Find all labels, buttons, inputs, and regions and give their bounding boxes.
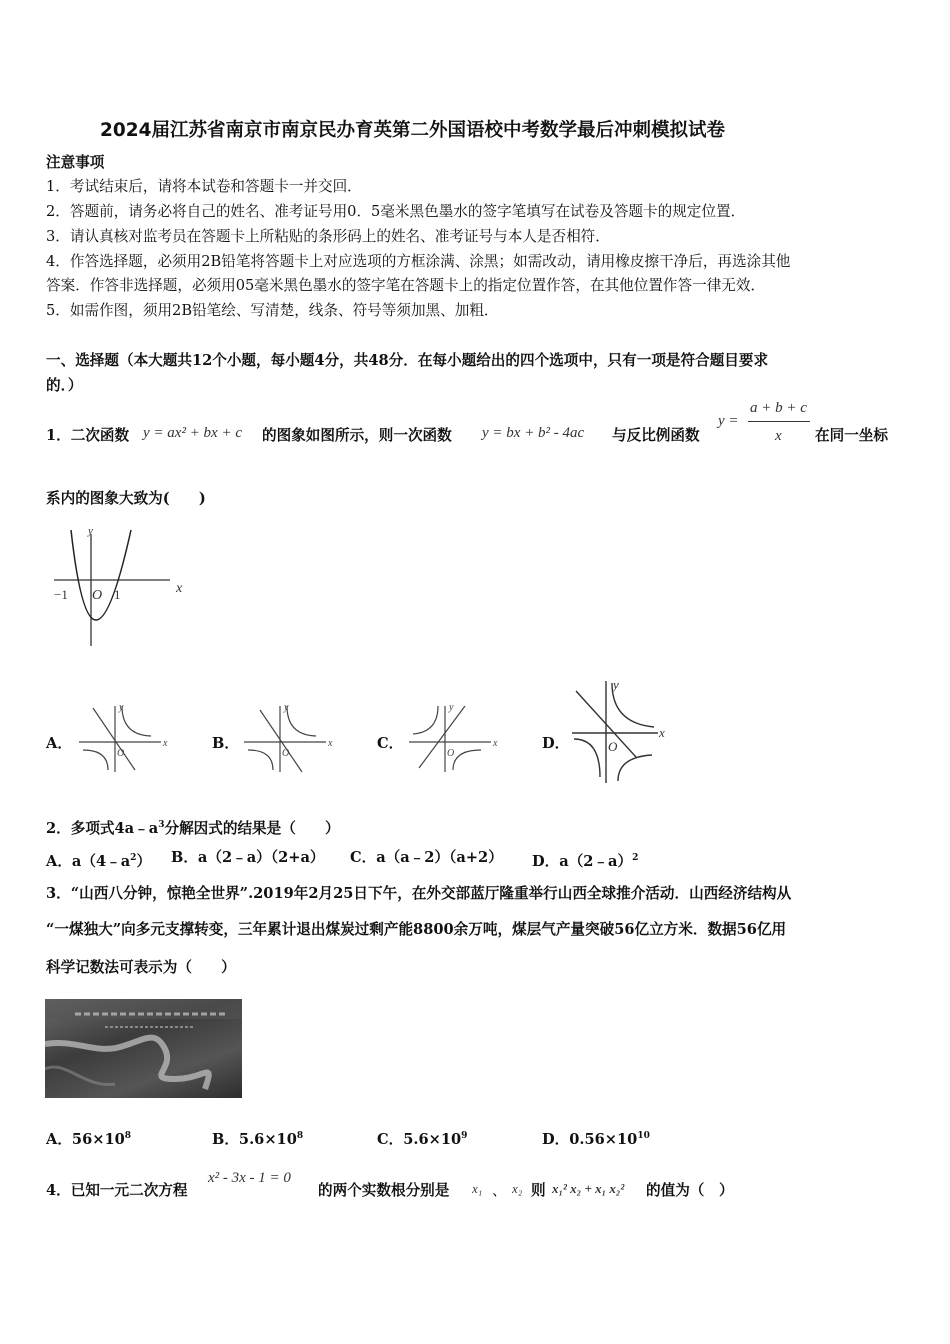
q1-option-c-label[interactable]: C． — [377, 735, 404, 752]
q2-option-c[interactable]: C．a（a﹣2）（a+2） — [350, 849, 503, 866]
q1-option-d-label[interactable]: D． — [542, 735, 570, 752]
svg-text:x: x — [659, 725, 665, 740]
q1-option-b-graph — [240, 700, 336, 774]
fraction-bar — [748, 421, 810, 422]
q1-text: 与反比例函数 — [612, 427, 700, 444]
q1-text: 的图象如图所示，则一次函数 — [262, 427, 452, 444]
q2-option-d[interactable]: D．a（2﹣a）$^2$ — [532, 852, 639, 870]
q1-option-b-label[interactable]: B． — [212, 735, 239, 752]
q1-formula-denominator: x — [775, 428, 782, 444]
notice-heading: 注意事项 — [46, 154, 105, 171]
svg-text:x: x — [328, 738, 333, 749]
q3-option-b[interactable]: B．$5.6\times 10^8$ — [212, 1130, 304, 1148]
q2-option-a[interactable]: A．$a(4﹣a^2)$ — [46, 852, 152, 870]
q4-equation: x² - 3x - 1 = 0 — [208, 1170, 291, 1186]
notice-item: 5．如需作图，须用2B铅笔绘、写清楚，线条、符号等须加黑、加粗． — [46, 302, 499, 319]
svg-text:y: y — [284, 702, 289, 713]
axis-y-label: y — [88, 525, 93, 537]
q3-option-c[interactable]: C．$5.6\times 10^9$ — [377, 1130, 468, 1148]
river-photo-illustration — [45, 999, 242, 1098]
section-heading-cont: 的．） — [46, 377, 83, 394]
tick-label-pos: 1 — [114, 587, 121, 602]
svg-text:x: x — [493, 738, 498, 749]
q3-river-photo — [45, 999, 242, 1098]
q3-option-a[interactable]: A．$56\times 10^8$ — [46, 1130, 132, 1148]
q1-option-c-graph — [405, 700, 501, 774]
svg-text:y: y — [613, 677, 619, 692]
q1-formula-linear: y = bx + b² - 4ac — [482, 425, 585, 441]
svg-text:O: O — [608, 739, 618, 754]
q4-text: 的两个实数根分别是 — [318, 1182, 450, 1199]
svg-text:O: O — [282, 748, 290, 759]
q4-text: 4．已知一元二次方程 — [46, 1182, 188, 1199]
origin-label: O — [92, 588, 103, 603]
q3-option-d[interactable]: D．$0.56\times 10^{10}$ — [542, 1130, 650, 1148]
svg-text:y: y — [449, 702, 454, 713]
q1-option-a-label[interactable]: A． — [46, 735, 72, 752]
q1-option-a-graph — [75, 700, 171, 774]
q4-text: 则 — [531, 1182, 546, 1199]
svg-text:y: y — [119, 702, 124, 713]
section-heading: 一、选择题（本大题共12个小题，每小题4分，共48分．在每小题给出的四个选项中，只有一项是符合题目要求 — [46, 352, 769, 369]
q3-stem-line: 科学记数法可表示为（ ） — [46, 959, 236, 976]
q1-parabola-graph — [52, 524, 187, 649]
q3-stem-line: 3．“山西八分钟，惊艳全世界”.2019年2月25日下午，在外交部蓝厅隆重举行山西全球推介活动．山西经济结构从 — [46, 885, 792, 902]
q1-text: 1．二次函数 — [46, 427, 130, 444]
q1-formula-lhs: y = — [718, 413, 739, 429]
q4-separator: 、 — [492, 1182, 507, 1199]
q4-expression: x₁² x₂ + x₁ x₂² — [552, 1181, 625, 1196]
q1-formula-quadratic: y = ax² + bx + c — [143, 425, 242, 441]
notice-item: 4．作答选择题，必须用2B铅笔将答题卡上对应选项的方框涂满、涂黑；如需改动，请用橡皮擦干净后，再选涂其他 — [46, 253, 791, 270]
notice-item: 1．考试结束后，请将本试卷和答题卡一并交回． — [46, 178, 362, 195]
q1-text: 系内的图象大致为( ) — [46, 490, 206, 507]
notice-item: 2．答题前，请务必将自己的姓名、准考证号用0．5毫米黑色墨水的签字笔填写在试卷及答题卡的规定位置． — [46, 203, 746, 220]
q4-root-1: x₁ — [472, 1181, 483, 1196]
svg-text:x: x — [163, 738, 168, 749]
q3-stem-line: “一煤独大”向多元支撑转变，三年累计退出煤炭过剩产能8800余万吨，煤层气产量突破56亿立方米．数据56亿用 — [46, 921, 787, 938]
q4-root-2: x₂ — [512, 1181, 523, 1196]
notice-item: 3．请认真核对监考员在答题卡上所粘贴的条形码上的姓名、准考证号与本人是否相符． — [46, 228, 610, 245]
svg-text:O: O — [447, 748, 455, 759]
parabola-curve — [71, 530, 131, 620]
svg-text:O: O — [117, 748, 125, 759]
q1-option-d-graph — [568, 677, 668, 787]
page-title: 2024届江苏省南京市南京民办育英第二外国语校中考数学最后冲刺模拟试卷 — [100, 120, 725, 141]
notice-item: 答案．作答非选择题，必须用05毫米黑色墨水的签字笔在答题卡上的指定位置作答，在其他位置作答一律无效． — [46, 277, 766, 294]
tick-label-neg: −1 — [54, 587, 68, 602]
q2-stem: 2．多项式$4a﹣a^3$分解因式的结果是（ ） — [46, 819, 340, 837]
axis-x-label: x — [176, 581, 183, 596]
q2-option-b[interactable]: B．a（2﹣a）（2+a） — [171, 849, 325, 866]
q1-formula-numerator: a + b + c — [750, 400, 807, 416]
q1-text: 在同一坐标 — [815, 427, 888, 444]
q4-text: 的值为（ ） — [646, 1182, 734, 1199]
